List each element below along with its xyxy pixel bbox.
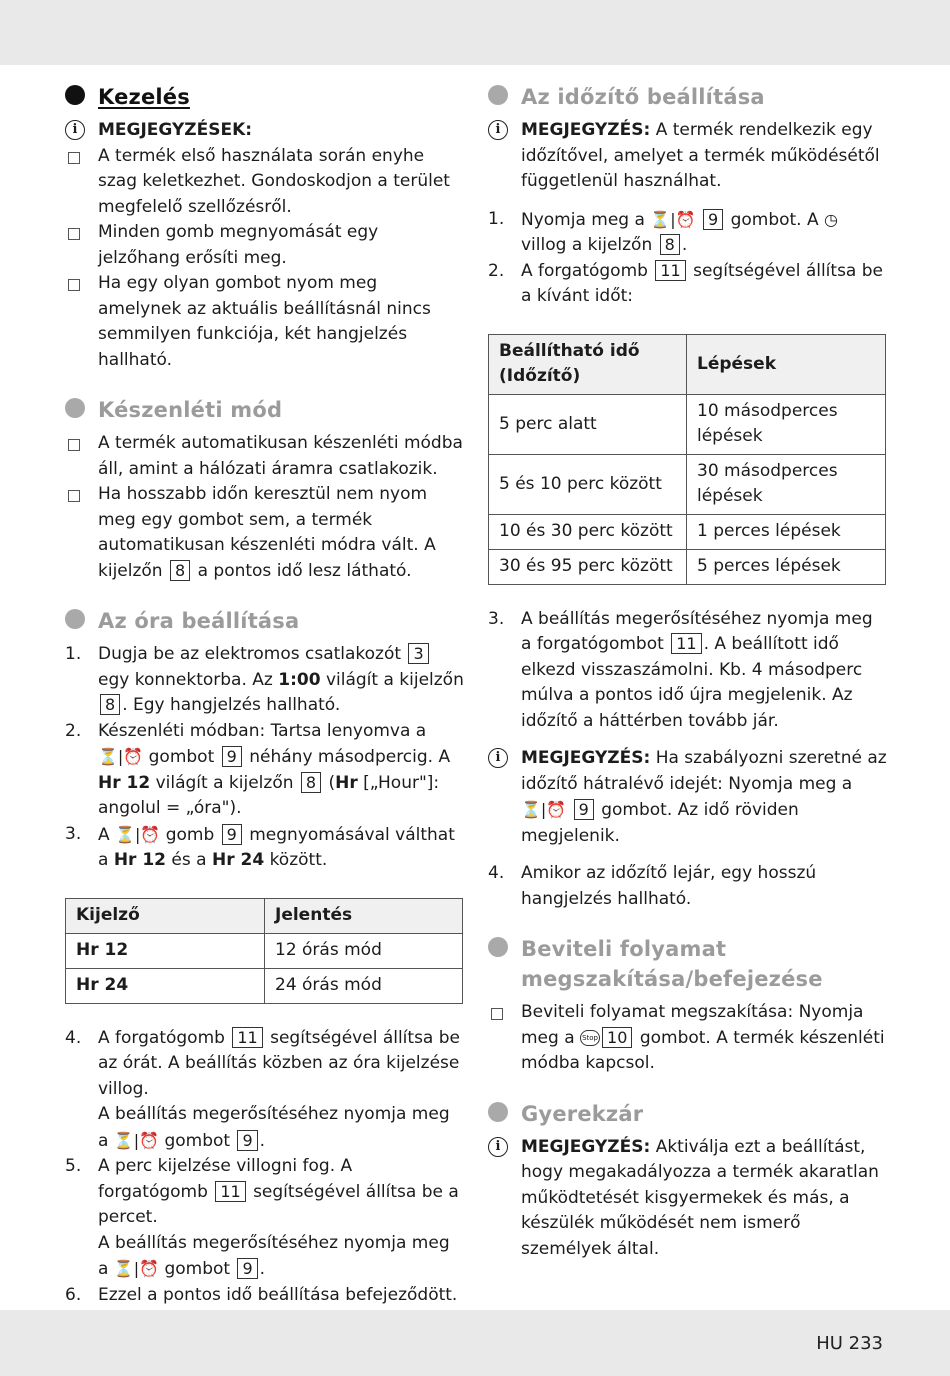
table-row: Hr 12 12 órás mód bbox=[66, 933, 463, 968]
timer-alarm-icon: ⏳|⏰ bbox=[113, 1130, 160, 1150]
ref-number: 11 bbox=[232, 1027, 262, 1048]
table-header: Kijelző bbox=[66, 898, 265, 933]
section-bullet-icon bbox=[488, 85, 508, 105]
step-item: 3. A ⏳|⏰ gomb 9 megnyomásával válthat a Hr 12 és a Hr 24 között. bbox=[65, 823, 455, 870]
list-item: A termék első használata során enyhe szag keletkezhet. Gondoskodjon a terület megfelelő szellőzésről. bbox=[65, 144, 465, 221]
info-icon: i bbox=[488, 1135, 521, 1263]
info-icon: i bbox=[488, 746, 521, 849]
ref-number: 8 bbox=[100, 694, 120, 715]
timer-alarm-icon: ⏳|⏰ bbox=[115, 824, 161, 844]
section-bullet-icon bbox=[65, 85, 85, 105]
step-item: 6. Ezzel a pontos idő beállítása befejeződött. bbox=[65, 1284, 458, 1305]
ref-number: 3 bbox=[408, 643, 428, 664]
ref-number: 8 bbox=[660, 234, 680, 255]
stop-icon: Stop bbox=[580, 1030, 600, 1046]
ref-number: 11 bbox=[655, 260, 685, 281]
step-item: 1. Nyomja meg a ⏳|⏰ 9 gombot. A ◷ villog a kijelzőn 8 . bbox=[488, 208, 838, 255]
ref-number: 9 bbox=[237, 1130, 257, 1151]
bottom-band bbox=[0, 1310, 950, 1376]
list-item: A termék automatikusan készenléti módba áll, amint a hálózati áramra csatlakozik. bbox=[65, 431, 465, 482]
note-header bbox=[65, 118, 465, 144]
table-header: Jelentés bbox=[265, 898, 463, 933]
step-item: 3. A beállítás megerősítéséhez nyomja meg a forgatógombot 11 . A beállított idő elkezd visszaszámolni. Kb. 4 másodperc múlva a pontos idő újra megjelenik. Az időzítő a háttérben tovább jár. bbox=[488, 608, 873, 731]
ref-number: 9 bbox=[237, 1258, 257, 1279]
ref-number: 9 bbox=[574, 799, 594, 820]
section-heading-kezeles bbox=[65, 82, 465, 112]
step-item: 2. Készenléti módban: Tartsa lenyomva a ⏳|⏰ gombot 9 néhány másodpercig. A Hr 12 világít a kijelzőn 8 (Hr [„Hour"]: angolul = „óra"). bbox=[65, 720, 451, 818]
section-title: Kezelés bbox=[98, 85, 190, 109]
section-title: Gyerekzár bbox=[521, 1101, 644, 1126]
table-row: Hr 24 24 órás mód bbox=[66, 968, 463, 1003]
clock-icon: ◷ bbox=[824, 209, 838, 229]
checkbox-bullet-icon bbox=[488, 1000, 521, 1077]
timer-table bbox=[488, 334, 886, 585]
ref-number: 11 bbox=[215, 1181, 245, 1202]
section-heading-idozito bbox=[488, 82, 888, 112]
checkbox-bullet-icon bbox=[65, 431, 98, 482]
timer-alarm-icon: ⏳|⏰ bbox=[521, 800, 567, 819]
table-header: Beállítható idő (Időzítő) bbox=[489, 334, 687, 394]
page-number: HU 233 bbox=[816, 1333, 883, 1354]
section-title: Az időzítő beállítása bbox=[521, 85, 765, 109]
note: i MEGJEGYZÉS: A termék rendelkezik egy időzítővel, amelyet a termék működésétől függetlenül használhat. bbox=[488, 118, 888, 195]
step-item: 4. A forgatógomb 11 segítségével állítsa be az órát. A beállítás közben az óra kijelzése villog. A beállítás megerősítéséhez nyomja meg a ⏳|⏰ gombot 9 . bbox=[65, 1026, 465, 1155]
step-item: 5. A perc kijelzése villogni fog. A forgatógomb 11 segítségével állítsa be a percet. A beállítás megerősítéséhez nyomja meg a ⏳|⏰ gombot 9 . bbox=[65, 1154, 465, 1283]
table-row: 5 és 10 perc között 30 másodperces lépések bbox=[489, 454, 886, 514]
note: i MEGJEGYZÉS: Ha szabályozni szeretné az időzítő hátralévő idejét: Nyomja meg a ⏳|⏰ 9 gombot. Az idő röviden megjelenik. bbox=[488, 746, 888, 849]
timer-alarm-icon: ⏳|⏰ bbox=[113, 1259, 160, 1278]
ref-number: 9 bbox=[222, 824, 242, 845]
table-row: 10 és 30 perc között 1 perces lépések bbox=[489, 514, 886, 549]
ref-number: 9 bbox=[703, 209, 723, 230]
section-heading-gyerekzar bbox=[488, 1099, 888, 1129]
section-heading-ora bbox=[65, 606, 465, 636]
right-column bbox=[488, 82, 888, 1262]
section-heading-keszenleti bbox=[65, 395, 465, 425]
table-header: Lépések bbox=[687, 334, 886, 394]
section-title: Beviteli folyamat megszakítása/befejezése bbox=[521, 937, 823, 991]
left-column bbox=[65, 82, 465, 1308]
list-item: Minden gomb megnyomását egy jelzőhang erősíti meg. bbox=[65, 220, 465, 271]
info-icon: i bbox=[65, 118, 98, 144]
timer-alarm-icon: ⏳|⏰ bbox=[98, 747, 144, 766]
ref-number: 10 bbox=[602, 1027, 632, 1048]
list-item: Beviteli folyamat megszakítása: Nyomja meg a Stop 10 gombot. A termék készenléti módba kapcsol. bbox=[488, 1000, 888, 1077]
checkbox-bullet-icon bbox=[65, 271, 98, 373]
list-item: Ha hosszabb időn keresztül nem nyom meg egy gombot sem, a termék automatikusan készenléti módra vált. A kijelzőn 8 a pontos idő lesz látható. bbox=[65, 482, 465, 584]
section-bullet-icon bbox=[488, 937, 508, 957]
checkbox-bullet-icon bbox=[65, 144, 98, 221]
table-row: 30 és 95 perc között 5 perces lépések bbox=[489, 549, 886, 584]
info-icon: i bbox=[488, 118, 521, 195]
section-title: Az óra beállítása bbox=[98, 609, 300, 633]
note: i MEGJEGYZÉS: Aktiválja ezt a beállítást, hogy megakadályozza a termék akaratlan működtetését kisgyermekek és más, a készülék működését nem ismerő személyek által. bbox=[488, 1135, 888, 1263]
note-label: MEGJEGYZÉSEK: bbox=[98, 120, 253, 140]
table-row: 5 perc alatt 10 másodperces lépések bbox=[489, 394, 886, 454]
section-heading-beviteli bbox=[488, 934, 888, 994]
timer-alarm-icon: ⏳|⏰ bbox=[650, 209, 696, 229]
section-bullet-icon bbox=[488, 1102, 508, 1122]
ref-number: 8 bbox=[170, 560, 190, 581]
section-title: Készenléti mód bbox=[98, 398, 283, 422]
ref-number: 11 bbox=[671, 633, 701, 654]
checkbox-bullet-icon bbox=[65, 482, 98, 584]
section-bullet-icon bbox=[65, 609, 85, 629]
step-item: 4. Amikor az időzítő lejár, egy hosszú hangjelzés hallható. bbox=[488, 863, 817, 909]
section-bullet-icon bbox=[65, 398, 85, 418]
list-item: Ha egy olyan gombot nyom meg amelynek az aktuális beállításnál nincs semmilyen funkciója, két hangjelzés hallható. bbox=[65, 271, 465, 373]
step-item: 2. A forgatógomb 11 segítségével állítsa be a kívánt időt: bbox=[488, 260, 883, 306]
checkbox-bullet-icon bbox=[65, 220, 98, 271]
step-item: 1. Dugja be az elektromos csatlakozót 3 egy konnektorba. Az 1:00 világít a kijelzőn 8 . Egy hangjelzés hallható. bbox=[65, 644, 464, 715]
top-band bbox=[0, 0, 950, 65]
ref-number: 8 bbox=[301, 772, 321, 793]
ref-number: 9 bbox=[222, 746, 242, 767]
display-table bbox=[65, 898, 463, 1004]
